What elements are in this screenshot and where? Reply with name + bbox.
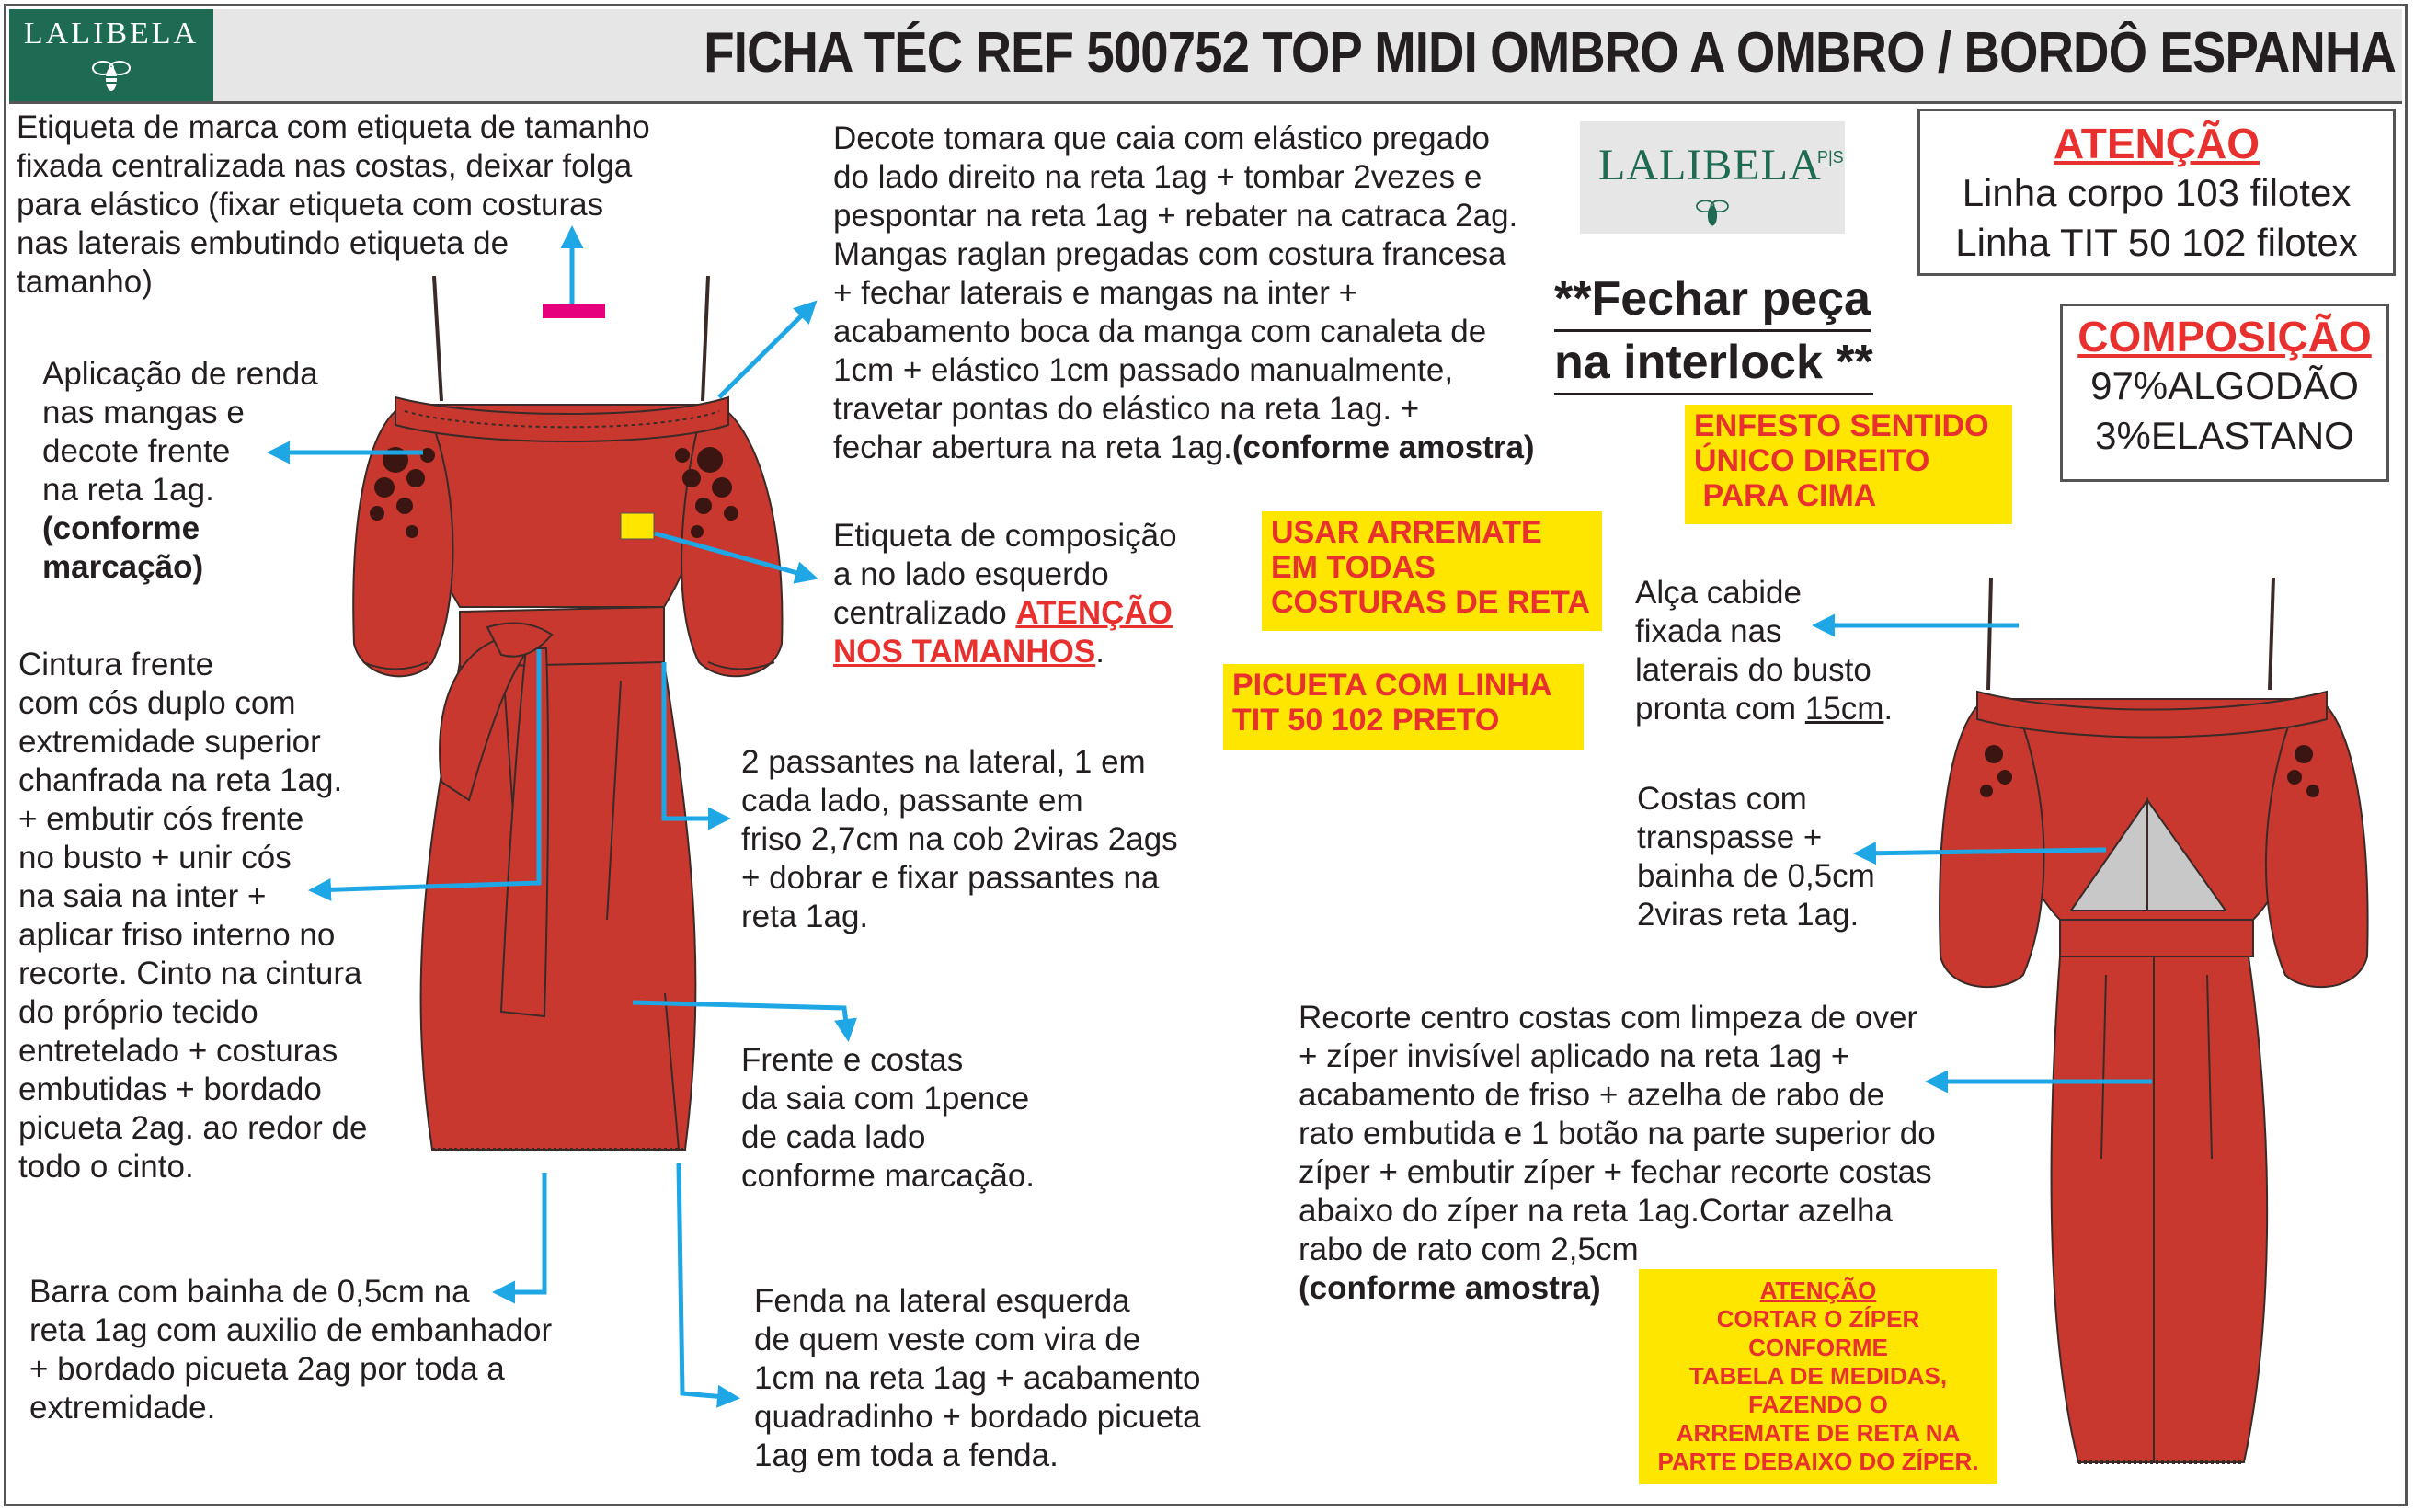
- arremate-line: COSTURAS DE RETA: [1271, 585, 1590, 620]
- note-line: nas mangas e: [42, 395, 245, 430]
- note-line: 2viras reta 1ag.: [1637, 897, 1860, 933]
- note-line: do lado direito na reta 1ag + tombar 2vezes e: [833, 159, 1482, 195]
- composition-line: 97%ALGODÃO: [2090, 364, 2359, 407]
- interlock-line: **Fechar peça: [1554, 269, 1871, 332]
- note-line: marcação): [42, 549, 204, 585]
- composition-line: 3%ELASTANO: [2095, 414, 2354, 457]
- note-decote: [833, 120, 1535, 467]
- note-line: embutidas + bordado: [18, 1071, 322, 1107]
- note-line: picueta 2ag. ao redor de: [18, 1110, 368, 1146]
- note-line: Etiqueta de marca com etiqueta de tamanho: [17, 109, 650, 145]
- note-line: travetar pontas do elástico na reta 1ag. +: [833, 391, 1420, 427]
- note-line: todo o cinto.: [18, 1149, 194, 1185]
- ziper-line: ATENÇÃO: [1759, 1277, 1877, 1304]
- note-line: [833, 633, 1177, 671]
- note-line: [833, 429, 1535, 467]
- note-line: tamanho): [17, 264, 153, 300]
- note-line: friso 2,7cm na cob 2viras 2ags: [741, 821, 1178, 857]
- note-line: quadradinho + bordado picueta: [754, 1399, 1201, 1435]
- note-line: Etiqueta de composição: [833, 518, 1177, 554]
- note-line: chanfrada na reta 1ag.: [18, 762, 343, 798]
- note-line: laterais do busto: [1635, 652, 1871, 688]
- note-line: acabamento de friso + azelha de rabo de: [1299, 1077, 1885, 1113]
- back-garment: [1940, 578, 2367, 1462]
- composition-label-marker: [621, 513, 654, 539]
- note-line: Aplicação de renda: [42, 356, 318, 392]
- note-text: centralizado: [833, 595, 1016, 631]
- note-line: [1635, 690, 1893, 728]
- note-line: reta 1ag com auxilio de embanhador: [29, 1312, 553, 1348]
- brand-logo-text: LALIBELA: [23, 17, 200, 51]
- note-line: conforme marcação.: [741, 1158, 1036, 1194]
- enfesto-line: ENFESTO SENTIDO: [1694, 408, 1989, 443]
- note-line: (conforme amostra): [1299, 1270, 1601, 1306]
- note-line: Fenda na lateral esquerda: [754, 1283, 1130, 1319]
- note-fenda: [754, 1282, 1201, 1475]
- note-line: extremidade superior: [18, 724, 321, 760]
- note-line: zíper + embutir zíper + fechar recorte costas: [1299, 1154, 1932, 1190]
- picueta-line: TIT 50 102 PRETO: [1232, 703, 1500, 738]
- note-line: Frente e costas: [741, 1042, 964, 1078]
- note-line: + fechar laterais e mangas na inter +: [833, 275, 1358, 311]
- note-line: (conforme: [42, 510, 200, 546]
- note-line: + zíper invisível aplicado na reta 1ag +: [1299, 1038, 1850, 1074]
- ziper-line: FAZENDO O: [1748, 1391, 1888, 1418]
- note-line: Decote tomara que caia com elástico pregado: [833, 120, 1491, 156]
- note-line: bainha de 0,5cm: [1637, 858, 1875, 894]
- note-bold: (conforme amostra): [1231, 430, 1535, 465]
- attention-line: Linha corpo 103 filotex: [1962, 171, 2352, 214]
- note-recorte: [1299, 999, 1936, 1308]
- note-costas: [1637, 780, 1875, 934]
- picueta-line: PICUETA COM LINHA: [1232, 668, 1552, 703]
- ziper-line: ARREMATE DE RETA NA: [1676, 1419, 1961, 1447]
- note-line: decote frente: [42, 433, 231, 469]
- note-line: recorte. Cinto na cintura: [18, 956, 362, 991]
- note-measure: 15cm: [1804, 691, 1884, 727]
- enfesto-line: PARA CIMA: [1694, 478, 1877, 513]
- note-line: extremidade.: [29, 1390, 216, 1426]
- note-line: na reta 1ag.: [42, 472, 214, 508]
- note-line: acabamento boca da manga com canaleta de: [833, 314, 1487, 349]
- note-warning: ATENÇÃO: [1015, 595, 1173, 631]
- note-text: pronta com: [1635, 691, 1805, 727]
- note-alca: [1635, 574, 1893, 728]
- note-line: aplicar friso interno no: [18, 917, 336, 953]
- note-line: Recorte centro costas com limpeza de over: [1299, 1000, 1918, 1036]
- note-line: fixada centralizada nas costas, deixar folga: [17, 148, 633, 184]
- note-text: .: [1883, 691, 1894, 727]
- note-line: 1cm + elástico 1cm passado manualmente,: [833, 352, 1454, 388]
- note-line: + bordado picueta 2ag por toda a: [29, 1351, 505, 1387]
- note-line: nas laterais embutindo etiqueta de: [17, 225, 509, 261]
- note-line: [833, 594, 1177, 633]
- note-barra: [29, 1273, 552, 1427]
- note-line: 1cm na reta 1ag + acabamento: [754, 1360, 1201, 1396]
- ziper-line: PARTE DEBAIXO DO ZÍPER.: [1657, 1448, 1979, 1475]
- note-line: Alça cabide: [1635, 575, 1802, 611]
- interlock-line: na interlock **: [1554, 332, 1873, 395]
- note-frente-costas: [741, 1041, 1035, 1196]
- note-line: + dobrar e fixar passantes na: [741, 860, 1160, 896]
- note-line: + embutir cós frente: [18, 801, 304, 837]
- brand-logo-ps-suffix: P|S: [1817, 148, 1844, 166]
- note-line: Barra com bainha de 0,5cm na: [29, 1274, 470, 1310]
- brand-label-marker: [543, 304, 605, 318]
- note-line: transpasse +: [1637, 819, 1823, 855]
- page-title: FICHA TÉC REF 500752 TOP MIDI OMBRO A OMBRO / BORDÔ ESPANHA: [704, 21, 2396, 85]
- note-line: Costas com: [1637, 781, 1807, 817]
- note-renda: [42, 355, 318, 587]
- ziper-line: CONFORME: [1748, 1334, 1888, 1361]
- note-line: pespontar na reta 1ag + rebater na catraca 2ag.: [833, 198, 1518, 234]
- attention-heading: ATENÇÃO: [2053, 120, 2260, 167]
- front-garment: [353, 276, 782, 1150]
- note-line: 1ag em toda a fenda.: [754, 1438, 1059, 1473]
- note-line: fixada nas: [1635, 613, 1782, 649]
- note-line: rabo de rato com 2,5cm: [1299, 1231, 1639, 1267]
- note-line: para elástico (fixar etiqueta com costuras: [17, 187, 604, 223]
- ziper-line: TABELA DE MEDIDAS,: [1688, 1362, 1948, 1390]
- note-line: da saia com 1pence: [741, 1081, 1030, 1117]
- note-line: de cada lado: [741, 1119, 926, 1155]
- note-etiqueta-marca: [17, 109, 650, 302]
- note-passantes: [741, 743, 1178, 936]
- note-etiqueta-comp: [833, 517, 1177, 671]
- arremate-line: USAR ARREMATE: [1271, 515, 1542, 550]
- ziper-line: CORTAR O ZÍPER: [1716, 1305, 1920, 1333]
- note-line: no busto + unir cós: [18, 840, 292, 876]
- note-line: com cós duplo com: [18, 685, 296, 721]
- note-text: fechar abertura na reta 1ag.: [833, 430, 1232, 465]
- enfesto-line: ÚNICO DIREITO: [1694, 443, 1930, 478]
- note-line: 2 passantes na lateral, 1 em: [741, 744, 1146, 780]
- brand-logo-ps-text: LALIBELA: [1598, 141, 1822, 189]
- attention-line: Linha TIT 50 102 filotex: [1955, 221, 2358, 264]
- note-line: Mangas raglan pregadas com costura francesa: [833, 236, 1506, 272]
- arremate-line: EM TODAS: [1271, 550, 1436, 585]
- note-line: Cintura frente: [18, 647, 214, 682]
- note-line: cada lado, passante em: [741, 783, 1083, 819]
- note-line: entretelado + costuras: [18, 1033, 338, 1069]
- note-warning: NOS TAMANHOS: [833, 634, 1096, 670]
- note-line: abaixo do zíper na reta 1ag.Cortar azelha: [1299, 1193, 1893, 1229]
- note-line: a no lado esquerdo: [833, 556, 1109, 592]
- note-text: .: [1095, 634, 1104, 670]
- note-line: reta 1ag.: [741, 899, 869, 934]
- note-line: do próprio tecido: [18, 994, 258, 1030]
- note-line: na saia na inter +: [18, 878, 267, 914]
- note-line: de quem veste com vira de: [754, 1322, 1141, 1357]
- note-line: rato embutida e 1 botão na parte superior do: [1299, 1116, 1936, 1151]
- note-cintura: [18, 646, 367, 1186]
- composition-heading: COMPOSIÇÃO: [2077, 313, 2372, 361]
